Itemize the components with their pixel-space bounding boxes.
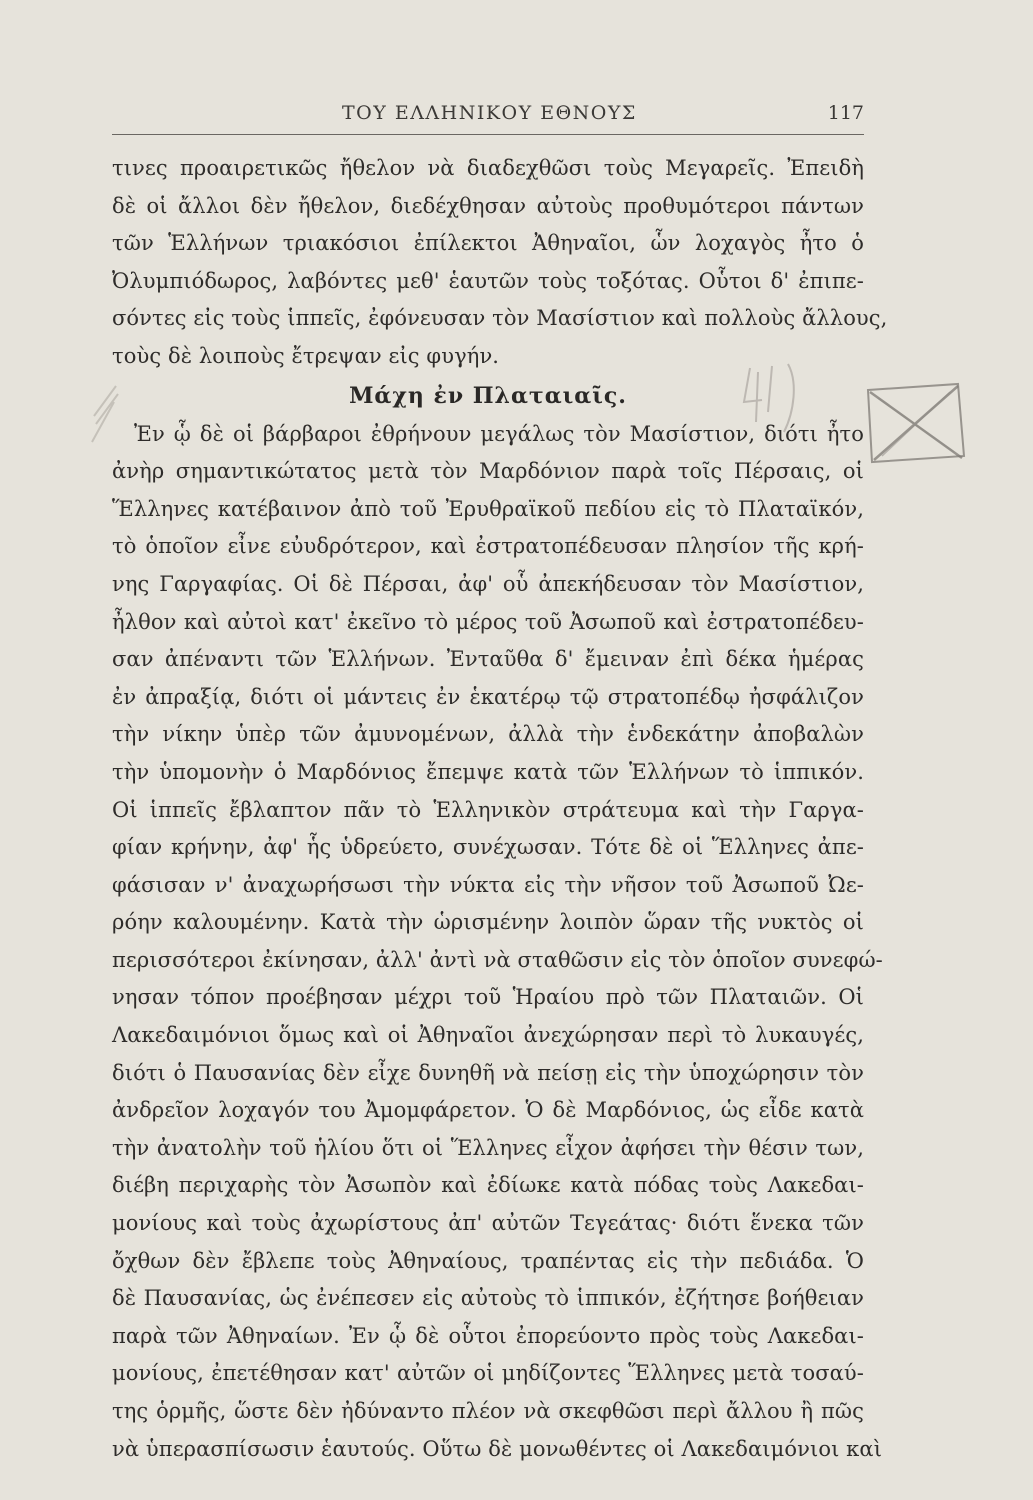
- text-line: νης Γαργαφίας. Οἱ δὲ Πέρσαι, ἀφ' οὗ ἀπεκήδευσαν τὸν Μασίστιον,: [112, 571, 864, 596]
- text-line: Ὀλυμπιόδωρος, λαβόντες μεθ' ἑαυτῶν τοὺς τοξότας. Οὗτοι δ' ἐπιπε-: [112, 268, 864, 293]
- section-heading: Μάχη ἐν Πλαταιαῖς.: [349, 382, 627, 409]
- text-line: νησαν τόπον προέβησαν μέχρι τοῦ Ἡραίου πρὸ τῶν Πλαταιῶν. Οἱ: [112, 985, 864, 1010]
- text-line: σόντες εἰς τοὺς ἱππεῖς, ἐφόνευσαν τὸν Μασίστιον καὶ πολλοὺς ἄλλους,: [112, 306, 888, 331]
- text-line: ὄχθων δὲν ἔβλεπε τοὺς Ἀθηναίους, τραπέντας εἰς τὴν πεδιάδα. Ὁ: [112, 1248, 864, 1273]
- text-line: ἀνὴρ σημαντικώτατος μετὰ τὸν Μαρδόνιον παρὰ τοῖς Πέρσαις, οἱ: [112, 459, 864, 484]
- text-line: ρόην καλουμένην. Κατὰ τὴν ὡρισμένην λοιπὸν ὥραν τῆς νυκτὸς οἱ: [112, 910, 864, 935]
- text-line: περισσότεροι ἐκίνησαν, ἀλλ' ἀντὶ νὰ σταθῶσιν εἰς τὸν ὁποῖον συνεφώ-: [112, 947, 883, 972]
- text-line: τὴν ἀνατολὴν τοῦ ἡλίου ὅτι οἱ Ἕλληνες εἶχον ἀφήσει τὴν θέσιν των,: [112, 1135, 864, 1160]
- text-line: μονίους καὶ τοὺς ἀχωρίστους ἀπ' αὐτῶν Τεγεάτας· διότι ἕνεκα τῶν: [112, 1211, 864, 1236]
- text-line: δὲ οἱ ἄλλοι δὲν ἤθελον, διεδέχθησαν αὐτοὺς προθυμότεροι πάντων: [112, 193, 864, 218]
- text-line: φάσισαν ν' ἀναχωρήσωσι τὴν νύκτα εἰς τὴν νῆσον τοῦ Ἀσωποῦ Ὠε-: [112, 872, 864, 897]
- text-line: τοὺς δὲ λοιποὺς ἔτρεψαν εἰς φυγήν.: [112, 343, 500, 368]
- text-line: τινες προαιρετικῶς ἤθελον νὰ διαδεχθῶσι τοὺς Μεγαρεῖς. Ἐπειδὴ: [112, 156, 864, 180]
- text-line: τὸ ὁποῖον εἶνε εὐυδρότερον, καὶ ἐστρατοπέδευσαν πλησίον τῆς κρή-: [112, 534, 864, 559]
- text-line: Ἕλληνες κατέβαινον ἀπὸ τοῦ Ἐρυθραϊκοῦ πεδίου εἰς τὸ Πλαταϊκόν,: [112, 496, 864, 521]
- page-header: [112, 100, 864, 135]
- running-title: ΤΟΥ ΕΛΛΗΝΙΚΟΥ ΕΘΝΟΥΣ: [342, 102, 637, 124]
- pencil-cross-box-mark: [858, 378, 970, 466]
- text-line: δὲ Παυσανίας, ὡς ἐνέπεσεν εἰς αὐτοὺς τὸ ἱππικόν, ἐζήτησε βοήθειαν: [112, 1286, 864, 1311]
- text-line: Ἐν ᾧ δὲ οἱ βάρβαροι ἐθρήνουν μεγάλως τὸν Μασίστιον, διότι ἦτο: [134, 421, 864, 446]
- text-line: φίαν κρήνην, ἀφ' ἧς ὑδρεύετο, συνέχωσαν. Τότε δὲ οἱ Ἕλληνες ἀπε-: [112, 835, 864, 860]
- text-line: ἀνδρεῖον λοχαγόν του Ἀμομφάρετον. Ὁ δὲ Μαρδόνιος, ὡς εἶδε κατὰ: [112, 1098, 864, 1123]
- text-line: τῶν Ἑλλήνων τριακόσιοι ἐπίλεκτοι Ἀθηναῖοι, ὧν λοχαγὸς ἦτο ὁ: [112, 231, 864, 256]
- text-line: διέβη περιχαρὴς τὸν Ἀσωπὸν καὶ ἐδίωκε κατὰ πόδας τοὺς Λακεδαι-: [112, 1173, 864, 1198]
- text-line: παρὰ τῶν Ἀθηναίων. Ἐν ᾧ δὲ οὗτοι ἐπορεύοντο πρὸς τοὺς Λακεδαι-: [112, 1323, 864, 1348]
- text-line: Οἱ ἱππεῖς ἔβλαπτον πᾶν τὸ Ἑλληνικὸν στράτευμα καὶ τὴν Γαργα-: [112, 797, 864, 822]
- text-line: τὴν νίκην ὑπὲρ τῶν ἀμυνομένων, ἀλλὰ τὴν ἑνδεκάτην ἀποβαλὼν: [112, 722, 864, 747]
- text-line: νὰ ὑπερασπίσωσιν ἑαυτούς. Οὕτω δὲ μονωθέντες οἱ Λακεδαιμόνιοι καὶ: [112, 1436, 883, 1461]
- text-line: ἐν ἀπραξίᾳ, διότι οἱ μάντεις ἐν ἑκατέρῳ τῷ στρατοπέδῳ ἠσφάλιζον: [112, 684, 864, 709]
- body-text: [112, 150, 888, 1468]
- text-line: τὴν ὑπομονὴν ὁ Μαρδόνιος ἔπεμψε κατὰ τῶν Ἑλλήνων τὸ ἱππικόν.: [112, 759, 864, 784]
- page-number: 117: [827, 102, 864, 124]
- text-line: διότι ὁ Παυσανίας δὲν εἶχε δυνηθῆ νὰ πείσῃ εἰς τὴν ὑποχώρησιν τὸν: [112, 1060, 864, 1085]
- text-line: μονίους, ἐπετέθησαν κατ' αὐτῶν οἱ μηδίζοντες Ἕλληνες μετὰ τοσαύ-: [112, 1361, 864, 1386]
- text-line: ἦλθον καὶ αὐτοὶ κατ' ἐκεῖνο τὸ μέρος τοῦ Ἀσωποῦ καὶ ἐστρατοπέδευ-: [112, 609, 864, 634]
- text-line: σαν ἀπέναντι τῶν Ἑλλήνων. Ἐνταῦθα δ' ἔμειναν ἐπὶ δέκα ἡμέρας: [112, 647, 864, 672]
- text-line: της ὁρμῆς, ὥστε δὲν ἠδύναντο πλέον νὰ σκεφθῶσι περὶ ἄλλου ἢ πῶς: [112, 1399, 864, 1423]
- text-line: Λακεδαιμόνιοι ὅμως καὶ οἱ Ἀθηναῖοι ἀνεχώρησαν περὶ τὸ λυκαυγές,: [112, 1023, 864, 1048]
